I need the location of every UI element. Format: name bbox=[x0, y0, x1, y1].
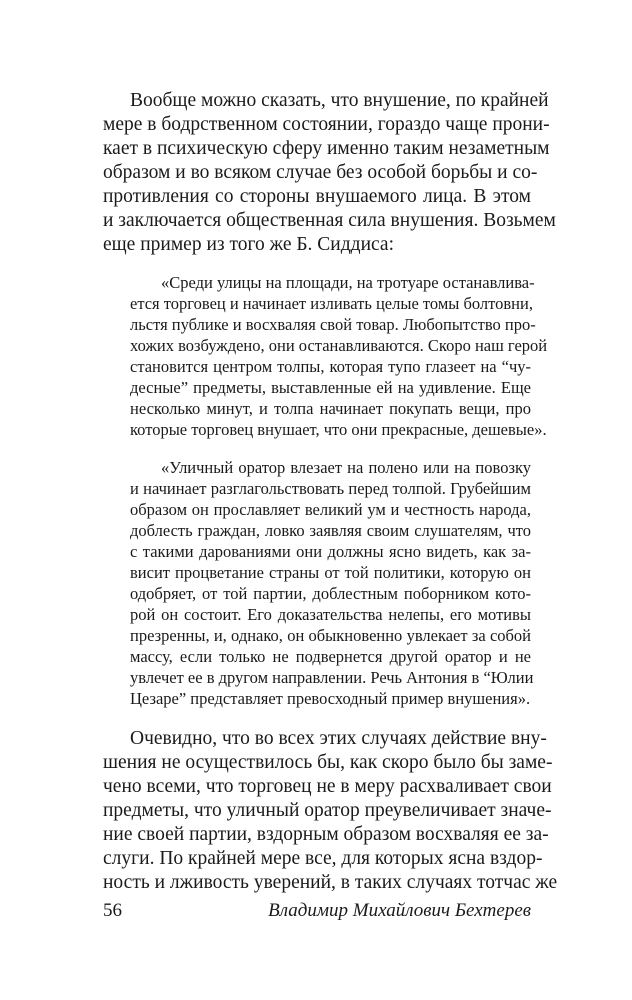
quote-line: массу, если только не подвернется другой оратор и не bbox=[130, 647, 531, 666]
quote-line: «Среди улицы на площади, на тротуаре останавлива- bbox=[161, 273, 535, 292]
text-line: Очевидно, что во всех этих случаях действие вну- bbox=[130, 728, 547, 749]
quote-line: которые торговец внушает, что они прекрасные, дешевые». bbox=[130, 420, 547, 439]
text-line: шения не осуществилось бы, как скоро было бы заме- bbox=[103, 752, 553, 773]
text-line: ность и лживость уверений, в таких случаях тотчас же bbox=[103, 872, 558, 893]
quote-line: увлечет ее в другом направлении. Речь Антония в “Юлии bbox=[130, 668, 534, 687]
page-footer bbox=[103, 898, 531, 924]
quote-line: Цезаре” представляет превосходный пример внушения». bbox=[130, 689, 531, 708]
quote-line: доблесть граждан, ловко заявляя своим слушателям, что bbox=[130, 521, 531, 540]
text-line: слуги. По крайней мере все, для которых ясна вздор- bbox=[103, 848, 543, 869]
quote-line: презренны, и, однако, он обыкновенно увлекает за собой bbox=[130, 626, 531, 645]
quote-line: одобряет, от той партии, доблестным поборником кото- bbox=[130, 584, 531, 603]
quote-line: хожих возбуждено, они останавливаются. Скоро наш герой bbox=[130, 336, 548, 355]
quote-line: ется торговец и начинает изливать целые томы болтовни, bbox=[130, 294, 533, 313]
text-line: кает в психическую сферу именно таким незаметным bbox=[103, 138, 550, 159]
text-line: мере в бодрственном состоянии, гораздо чаще прони- bbox=[103, 114, 550, 135]
text-line: ние своей партии, вздорным образом восхваляя ее за- bbox=[103, 824, 549, 845]
text-line: образом и во всяком случае без особой борьбы и со- bbox=[103, 162, 538, 183]
quote-line: висит процветание страны от той политики, которую он bbox=[130, 563, 531, 582]
text-line: противления со стороны внушаемого лица. В этом bbox=[103, 186, 531, 207]
page-number: 56 bbox=[103, 900, 122, 921]
text-line: и заключается общественная сила внушения. Возьмем bbox=[103, 210, 556, 231]
text-line: предметы, что уличный оратор преувеличивает значе- bbox=[103, 800, 552, 821]
quote-line: становится центром толпы, которая тупо глазеет на “чу- bbox=[130, 357, 531, 376]
text-line: чено всеми, что торговец не в меру расхваливает свои bbox=[103, 776, 552, 797]
running-head-author: Владимир Михайлович Бехтерев bbox=[268, 900, 531, 921]
quote-line: с такими дарованиями они должны ясно видеть, как за- bbox=[130, 542, 531, 561]
text-line: Вообще можно сказать, что внушение, по крайней bbox=[130, 90, 549, 111]
text-line: еще пример из того же Б. Сиддиса: bbox=[103, 234, 394, 255]
quote-line: образом он прославляет великий ум и честность народа, bbox=[130, 500, 531, 519]
quote-line: рой он состоит. Его доказательства нелепы, его мотивы bbox=[130, 605, 531, 624]
quote-line: льстя публике и восхваляя свой товар. Любопытство про- bbox=[130, 315, 536, 334]
quote-line: «Уличный оратор влезает на полено или на повозку bbox=[161, 458, 531, 477]
quote-line: несколько минут, и толпа начинает покупать вещи, про bbox=[130, 399, 531, 418]
quote-line: десные” предметы, выставленные ей на удивление. Еще bbox=[130, 378, 531, 397]
quote-line: и начинает разглагольствовать перед толпой. Грубейшим bbox=[130, 479, 531, 498]
